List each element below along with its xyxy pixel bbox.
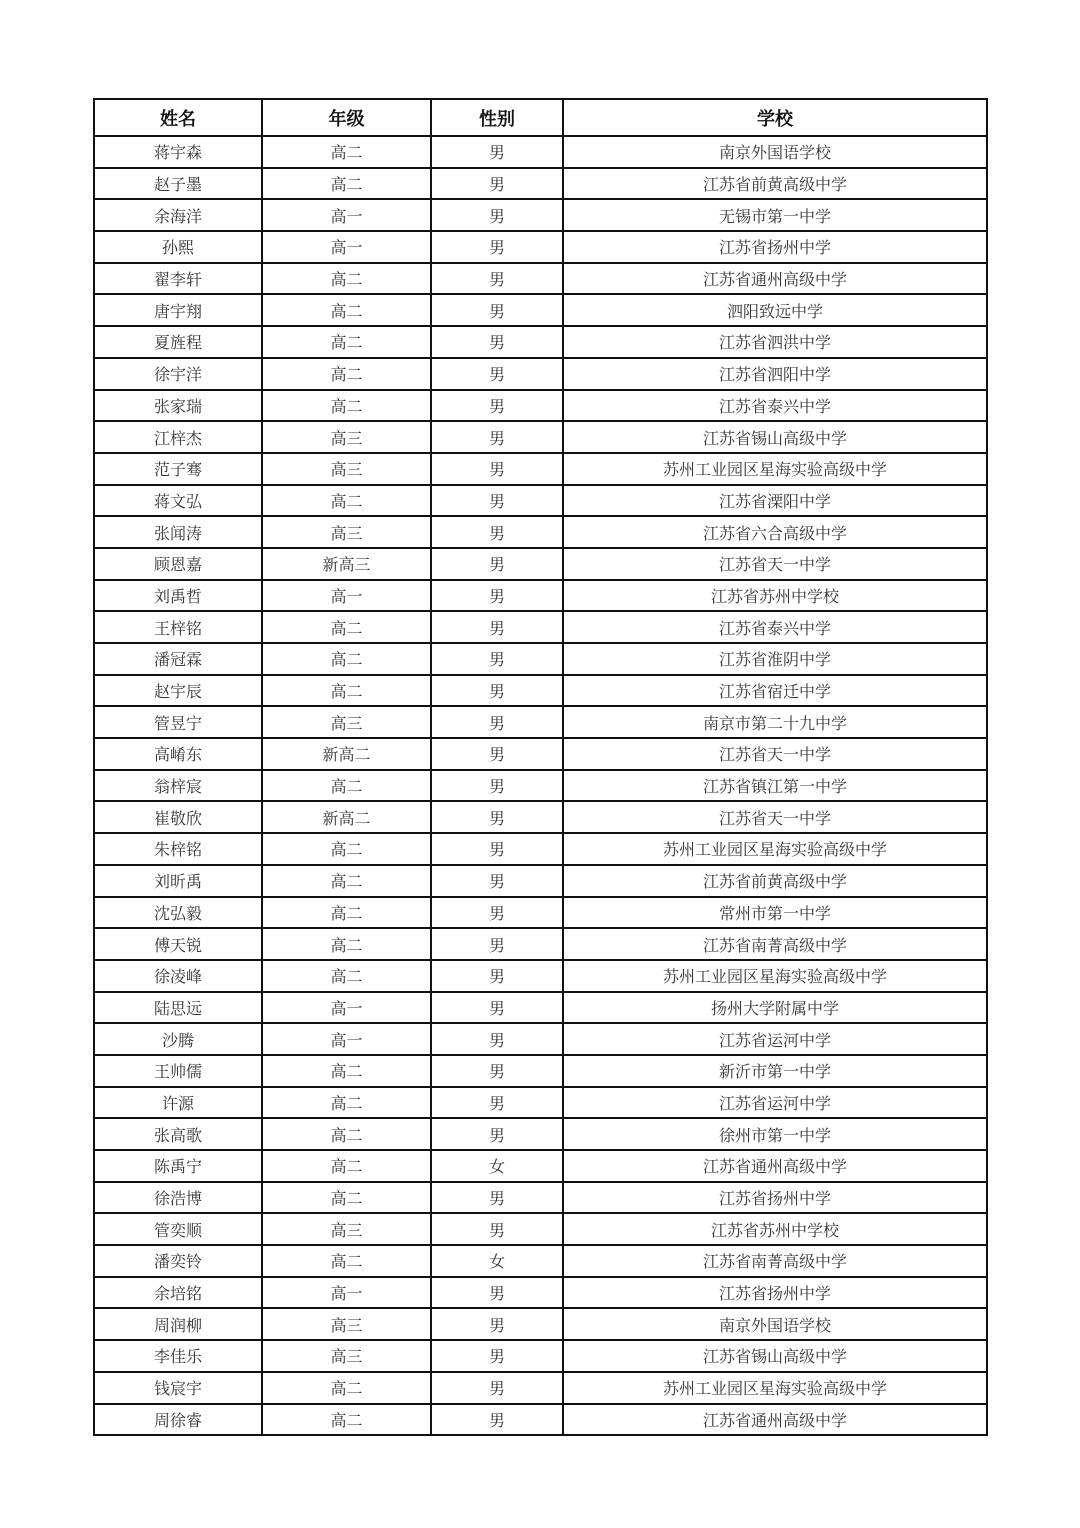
cell-gender: 男	[431, 231, 563, 263]
cell-name: 朱梓铭	[94, 833, 262, 865]
cell-name: 崔敬欣	[94, 801, 262, 833]
cell-grade: 高二	[262, 1245, 431, 1277]
cell-name: 张家瑞	[94, 390, 262, 422]
cell-name: 翁梓宸	[94, 770, 262, 802]
cell-grade: 高二	[262, 1404, 431, 1436]
cell-school: 江苏省六合高级中学	[563, 516, 987, 548]
cell-school: 江苏省运河中学	[563, 1087, 987, 1119]
table-row	[94, 960, 987, 992]
cell-grade: 高二	[262, 675, 431, 707]
cell-grade: 高二	[262, 326, 431, 358]
cell-name: 陆思远	[94, 992, 262, 1024]
cell-name: 管奕顺	[94, 1213, 262, 1245]
cell-gender: 男	[431, 865, 563, 897]
cell-name: 顾恩嘉	[94, 548, 262, 580]
cell-school: 江苏省扬州中学	[563, 1182, 987, 1214]
cell-name: 蒋宇森	[94, 136, 262, 168]
cell-name: 周徐睿	[94, 1404, 262, 1436]
cell-name: 余培铭	[94, 1277, 262, 1309]
table-row	[94, 580, 987, 612]
cell-name: 李佳乐	[94, 1340, 262, 1372]
cell-school: 泗阳致远中学	[563, 294, 987, 326]
cell-grade: 高三	[262, 1340, 431, 1372]
table-row	[94, 928, 987, 960]
cell-grade: 高二	[262, 1150, 431, 1182]
cell-grade: 高二	[262, 1118, 431, 1150]
cell-gender: 男	[431, 1182, 563, 1214]
table-row	[94, 1055, 987, 1087]
cell-gender: 男	[431, 643, 563, 675]
cell-grade: 高二	[262, 1182, 431, 1214]
table-row	[94, 611, 987, 643]
cell-name: 沙腾	[94, 1023, 262, 1055]
cell-gender: 男	[431, 1118, 563, 1150]
cell-name: 高崤东	[94, 738, 262, 770]
cell-gender: 男	[431, 833, 563, 865]
cell-gender: 男	[431, 960, 563, 992]
cell-school: 江苏省前黄高级中学	[563, 168, 987, 200]
cell-school: 南京外国语学校	[563, 136, 987, 168]
cell-gender: 男	[431, 390, 563, 422]
table-row	[94, 833, 987, 865]
table-row	[94, 1372, 987, 1404]
cell-name: 翟李轩	[94, 263, 262, 295]
cell-school: 江苏省扬州中学	[563, 231, 987, 263]
cell-grade: 高二	[262, 1055, 431, 1087]
cell-gender: 男	[431, 770, 563, 802]
table-row	[94, 770, 987, 802]
table-body	[94, 136, 987, 1435]
header-grade: 年级	[262, 99, 431, 136]
cell-name: 周润柳	[94, 1308, 262, 1340]
cell-grade: 高三	[262, 1308, 431, 1340]
table-row	[94, 1213, 987, 1245]
cell-name: 许源	[94, 1087, 262, 1119]
cell-name: 刘禹哲	[94, 580, 262, 612]
table-row	[94, 516, 987, 548]
cell-school: 江苏省扬州中学	[563, 1277, 987, 1309]
table-row	[94, 453, 987, 485]
table-row	[94, 992, 987, 1024]
cell-school: 苏州工业园区星海实验高级中学	[563, 453, 987, 485]
cell-school: 江苏省苏州中学校	[563, 580, 987, 612]
cell-grade: 高二	[262, 611, 431, 643]
table-row	[94, 548, 987, 580]
table-row	[94, 897, 987, 929]
table-row	[94, 421, 987, 453]
cell-name: 赵宇辰	[94, 675, 262, 707]
cell-school: 扬州大学附属中学	[563, 992, 987, 1024]
cell-school: 江苏省天一中学	[563, 548, 987, 580]
cell-school: 江苏省南菁高级中学	[563, 928, 987, 960]
cell-school: 江苏省运河中学	[563, 1023, 987, 1055]
cell-name: 傅天锐	[94, 928, 262, 960]
cell-grade: 高一	[262, 992, 431, 1024]
cell-school: 无锡市第一中学	[563, 199, 987, 231]
cell-gender: 男	[431, 801, 563, 833]
cell-grade: 高二	[262, 1372, 431, 1404]
table-row	[94, 1087, 987, 1119]
cell-grade: 新高二	[262, 801, 431, 833]
cell-school: 江苏省南菁高级中学	[563, 1245, 987, 1277]
cell-gender: 女	[431, 1245, 563, 1277]
cell-grade: 高三	[262, 421, 431, 453]
table-row	[94, 1277, 987, 1309]
table-row	[94, 1245, 987, 1277]
cell-name: 潘奕铃	[94, 1245, 262, 1277]
cell-school: 江苏省泰兴中学	[563, 611, 987, 643]
cell-school: 苏州工业园区星海实验高级中学	[563, 960, 987, 992]
cell-gender: 男	[431, 136, 563, 168]
cell-name: 江梓杰	[94, 421, 262, 453]
cell-grade: 高二	[262, 1087, 431, 1119]
cell-school: 常州市第一中学	[563, 897, 987, 929]
cell-name: 潘冠霖	[94, 643, 262, 675]
cell-grade: 高三	[262, 706, 431, 738]
cell-grade: 高二	[262, 960, 431, 992]
cell-gender: 男	[431, 199, 563, 231]
table-row	[94, 1308, 987, 1340]
table-row	[94, 390, 987, 422]
cell-school: 南京市第二十九中学	[563, 706, 987, 738]
table-row	[94, 199, 987, 231]
table-row	[94, 168, 987, 200]
cell-grade: 高一	[262, 199, 431, 231]
cell-grade: 高二	[262, 833, 431, 865]
cell-gender: 男	[431, 675, 563, 707]
cell-gender: 男	[431, 1213, 563, 1245]
cell-gender: 男	[431, 485, 563, 517]
table-row	[94, 706, 987, 738]
cell-gender: 男	[431, 516, 563, 548]
cell-gender: 男	[431, 1308, 563, 1340]
cell-gender: 男	[431, 928, 563, 960]
cell-school: 江苏省泰兴中学	[563, 390, 987, 422]
cell-grade: 高三	[262, 1213, 431, 1245]
cell-gender: 男	[431, 1277, 563, 1309]
cell-name: 张高歌	[94, 1118, 262, 1150]
cell-school: 苏州工业园区星海实验高级中学	[563, 1372, 987, 1404]
header-row	[94, 99, 987, 136]
cell-grade: 高二	[262, 485, 431, 517]
table-row	[94, 1023, 987, 1055]
cell-name: 王帅儒	[94, 1055, 262, 1087]
cell-name: 余海洋	[94, 199, 262, 231]
cell-grade: 高一	[262, 580, 431, 612]
cell-gender: 女	[431, 1150, 563, 1182]
cell-name: 钱宸宇	[94, 1372, 262, 1404]
cell-gender: 男	[431, 738, 563, 770]
cell-grade: 高二	[262, 390, 431, 422]
table-row	[94, 136, 987, 168]
table-row	[94, 643, 987, 675]
table-row	[94, 738, 987, 770]
cell-school: 江苏省天一中学	[563, 738, 987, 770]
cell-name: 管昱宁	[94, 706, 262, 738]
cell-name: 徐宇洋	[94, 358, 262, 390]
cell-grade: 高一	[262, 1277, 431, 1309]
cell-school: 江苏省天一中学	[563, 801, 987, 833]
table-row	[94, 1150, 987, 1182]
cell-name: 孙熙	[94, 231, 262, 263]
table-row	[94, 294, 987, 326]
cell-grade: 高三	[262, 516, 431, 548]
table-row	[94, 231, 987, 263]
cell-gender: 男	[431, 706, 563, 738]
cell-name: 赵子墨	[94, 168, 262, 200]
cell-grade: 高二	[262, 770, 431, 802]
cell-name: 夏旌程	[94, 326, 262, 358]
cell-school: 江苏省通州高级中学	[563, 263, 987, 295]
cell-school: 江苏省苏州中学校	[563, 1213, 987, 1245]
table-row	[94, 1118, 987, 1150]
header-name: 姓名	[94, 99, 262, 136]
cell-school: 江苏省前黄高级中学	[563, 865, 987, 897]
cell-gender: 男	[431, 548, 563, 580]
cell-school: 江苏省通州高级中学	[563, 1150, 987, 1182]
cell-school: 江苏省泗洪中学	[563, 326, 987, 358]
cell-gender: 男	[431, 580, 563, 612]
cell-gender: 男	[431, 453, 563, 485]
cell-gender: 男	[431, 1087, 563, 1119]
cell-school: 苏州工业园区星海实验高级中学	[563, 833, 987, 865]
table-row	[94, 358, 987, 390]
cell-grade: 高二	[262, 358, 431, 390]
cell-gender: 男	[431, 1340, 563, 1372]
cell-grade: 高一	[262, 1023, 431, 1055]
cell-grade: 高二	[262, 136, 431, 168]
cell-name: 范子骞	[94, 453, 262, 485]
cell-name: 沈弘毅	[94, 897, 262, 929]
cell-school: 江苏省宿迁中学	[563, 675, 987, 707]
cell-gender: 男	[431, 326, 563, 358]
cell-school: 江苏省镇江第一中学	[563, 770, 987, 802]
cell-school: 江苏省通州高级中学	[563, 1404, 987, 1436]
cell-name: 徐浩博	[94, 1182, 262, 1214]
header-gender: 性别	[431, 99, 563, 136]
cell-school: 新沂市第一中学	[563, 1055, 987, 1087]
cell-school: 江苏省溧阳中学	[563, 485, 987, 517]
cell-gender: 男	[431, 421, 563, 453]
cell-gender: 男	[431, 611, 563, 643]
cell-name: 刘昕禹	[94, 865, 262, 897]
cell-school: 江苏省淮阴中学	[563, 643, 987, 675]
header-school: 学校	[563, 99, 987, 136]
cell-grade: 高一	[262, 231, 431, 263]
cell-gender: 男	[431, 897, 563, 929]
cell-gender: 男	[431, 263, 563, 295]
cell-school: 南京外国语学校	[563, 1308, 987, 1340]
cell-gender: 男	[431, 1372, 563, 1404]
cell-gender: 男	[431, 1055, 563, 1087]
cell-name: 陈禹宁	[94, 1150, 262, 1182]
cell-name: 张闻涛	[94, 516, 262, 548]
cell-name: 唐宇翔	[94, 294, 262, 326]
cell-gender: 男	[431, 168, 563, 200]
table-row	[94, 675, 987, 707]
cell-name: 徐凌峰	[94, 960, 262, 992]
table-row	[94, 1182, 987, 1214]
table-row	[94, 263, 987, 295]
table-row	[94, 801, 987, 833]
cell-school: 江苏省锡山高级中学	[563, 1340, 987, 1372]
cell-grade: 高二	[262, 928, 431, 960]
student-list-table	[93, 98, 988, 1436]
table-row	[94, 485, 987, 517]
table-row	[94, 326, 987, 358]
cell-gender: 男	[431, 1404, 563, 1436]
cell-grade: 高三	[262, 453, 431, 485]
cell-gender: 男	[431, 358, 563, 390]
table-row	[94, 1340, 987, 1372]
cell-grade: 高二	[262, 263, 431, 295]
cell-gender: 男	[431, 1023, 563, 1055]
cell-name: 蒋文弘	[94, 485, 262, 517]
cell-school: 徐州市第一中学	[563, 1118, 987, 1150]
table-row	[94, 1404, 987, 1436]
cell-grade: 高二	[262, 643, 431, 675]
cell-school: 江苏省泗阳中学	[563, 358, 987, 390]
table-row	[94, 865, 987, 897]
cell-grade: 新高三	[262, 548, 431, 580]
cell-grade: 高二	[262, 897, 431, 929]
cell-grade: 高二	[262, 294, 431, 326]
cell-grade: 高二	[262, 865, 431, 897]
cell-school: 江苏省锡山高级中学	[563, 421, 987, 453]
cell-grade: 新高二	[262, 738, 431, 770]
cell-gender: 男	[431, 294, 563, 326]
cell-name: 王梓铭	[94, 611, 262, 643]
cell-gender: 男	[431, 992, 563, 1024]
cell-grade: 高二	[262, 168, 431, 200]
